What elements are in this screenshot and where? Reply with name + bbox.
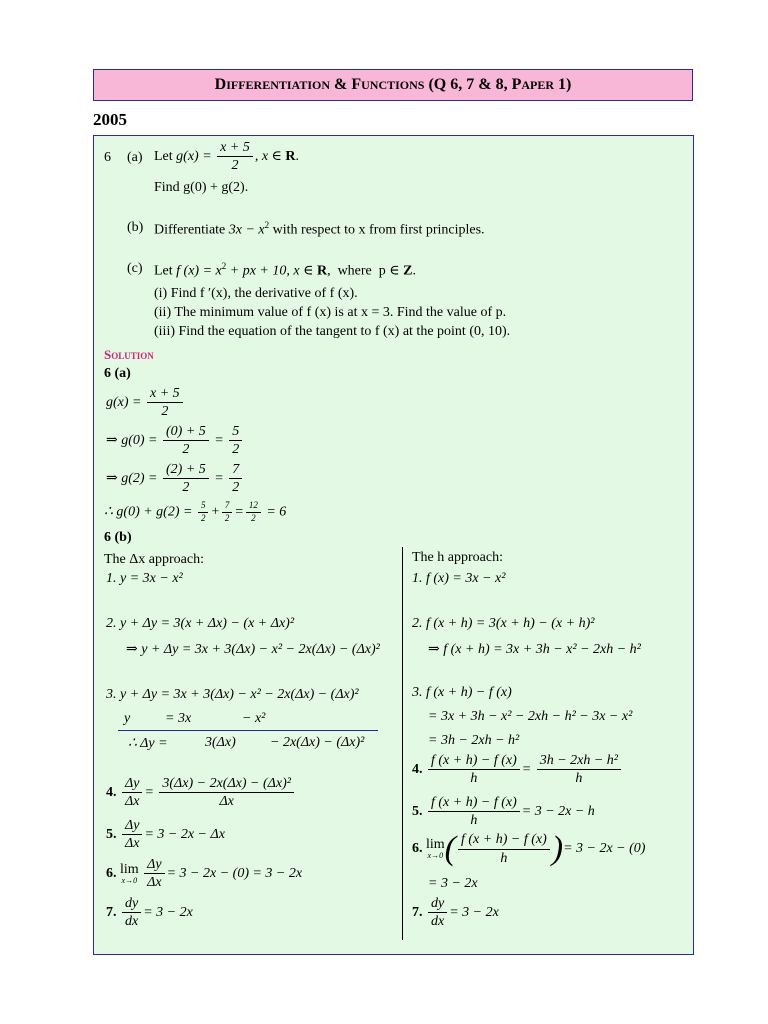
solution-a-line3 (106, 462, 244, 496)
h-step-6b: = 3 − 2x (428, 876, 478, 891)
solution-a-line4 (104, 501, 286, 524)
expression: + px + 10, x ∈ (226, 263, 317, 279)
solution-heading: Solution (104, 347, 154, 362)
fraction (222, 501, 233, 524)
title-word-differentiation: IFFERENTIATION (226, 77, 330, 92)
numerator: 5 (229, 424, 242, 441)
title-initial-f: F (351, 76, 362, 93)
numerator: Δy (122, 776, 142, 793)
fraction (458, 832, 550, 866)
part-b-label: (b) (127, 220, 144, 235)
denominator: Δx (125, 794, 140, 810)
let-text: Let (154, 149, 173, 165)
lim-subscript: x→0 (121, 875, 138, 885)
step-label: 5. (412, 804, 423, 820)
h-step-2: 2. f (x + h) = 3(x + h) − (x + h)² (412, 616, 595, 631)
rhs: = 3 − 2x (143, 905, 193, 921)
numerator: x + 5 (217, 140, 253, 157)
year-heading: 2005 (93, 110, 127, 129)
subtraction-line (118, 730, 378, 731)
denominator: h (470, 771, 478, 787)
exponent: 2 (264, 220, 270, 230)
numerator: 3(Δx) − 2x(Δx) − (Δx)² (159, 776, 294, 793)
delta-step-7 (106, 896, 193, 930)
part-a-find: Find g(0) + g(2). (154, 180, 249, 195)
denominator: 2 (232, 442, 240, 458)
fraction (122, 818, 142, 852)
equals: = (144, 785, 154, 801)
fraction (428, 753, 520, 787)
lhs: ∴ g(0) + g(2) = (104, 504, 193, 520)
h-step-1: 1. f (x) = 3x − x² (412, 571, 506, 586)
denominator: Δx (147, 875, 162, 891)
h-step-6 (412, 830, 645, 868)
integer-set: Z (403, 263, 413, 279)
question-number: 6 (104, 150, 111, 165)
delta-step-3-eq: = 3x (165, 711, 192, 726)
numerator: 7 (222, 501, 233, 513)
numerator: Δy (122, 818, 142, 835)
lhs: ⇒ g(0) = (106, 433, 158, 449)
lhs: g(x) = (106, 395, 142, 411)
lim-text: lim (120, 861, 139, 877)
denominator: h (470, 813, 478, 829)
expression: 3x − x (228, 222, 265, 238)
title-initial-d: D (214, 76, 227, 93)
step-label: 6. (412, 841, 423, 857)
period: . (295, 149, 300, 165)
part-c-iii: (iii) Find the equation of the tangent to f (x) at the point (0, 10). (154, 324, 511, 339)
fraction (159, 776, 294, 810)
numerator: dy (122, 896, 141, 913)
denominator: 2 (232, 480, 240, 496)
fraction (163, 462, 209, 496)
denominator: 2 (182, 480, 190, 496)
fraction (122, 896, 141, 930)
h-approach-heading: The h approach: (412, 550, 503, 565)
fraction (122, 776, 142, 810)
fraction (144, 857, 164, 891)
title-ampersand: & (330, 76, 352, 93)
f-of-x: f (x) = x (176, 263, 222, 279)
delta-step-5 (106, 818, 225, 852)
period: . (412, 263, 416, 279)
limit (426, 838, 445, 860)
denominator: 2 (231, 158, 239, 174)
title-question-ref: (Q 6, 7 & 8, (424, 76, 512, 93)
delta-step-4 (106, 776, 296, 810)
part-a-definition (154, 140, 299, 174)
equals: = (214, 433, 224, 449)
part-c-label: (c) (127, 261, 143, 276)
column-divider (402, 547, 403, 940)
delta-step-3-mx: − x² (242, 711, 266, 726)
lim-subscript: x→0 (427, 851, 444, 860)
denominator: dx (125, 914, 139, 930)
title-word-paper: APER (521, 77, 555, 92)
part-c-ii: (ii) The minimum value of f (x) is at x = 3. Find the value of p. (154, 305, 507, 320)
denominator: 2 (182, 442, 190, 458)
fraction (163, 424, 209, 458)
where-text: , where p ∈ (327, 263, 404, 279)
h-step-3c: = 3h − 2xh − h² (428, 733, 520, 748)
text: Differentiate (154, 222, 229, 238)
rhs: = 3 − 2x − (0) (563, 841, 646, 857)
let-text: Let (154, 263, 173, 279)
h-step-2b: ⇒ f (x + h) = 3x + 3h − x² − 2xh − h² (428, 642, 641, 657)
equals: = (234, 504, 244, 520)
h-step-7 (412, 896, 499, 930)
denominator: 2 (251, 512, 256, 523)
domain: , x ∈ (254, 149, 286, 165)
numerator: f (x + h) − f (x) (428, 795, 520, 812)
step-label: 5. (106, 827, 117, 843)
exponent: 2 (221, 261, 227, 271)
lhs: ⇒ g(2) = (106, 471, 158, 487)
part-c-i: (i) Find f ′(x), the derivative of f (x). (154, 286, 358, 301)
solution-a-line2 (106, 424, 244, 458)
numerator: 5 (198, 501, 209, 513)
delta-step-3-dy: ∴ Δy = (128, 736, 168, 751)
rhs: = 3 − 2x − (0) = 3 − 2x (166, 866, 303, 882)
equals: = (214, 471, 224, 487)
fraction (246, 501, 261, 524)
numerator: x + 5 (147, 386, 183, 403)
numerator: (2) + 5 (163, 462, 209, 479)
part-c-definition (154, 261, 416, 280)
delta-step-3-rest: − 2x(Δx) − (Δx)² (270, 735, 365, 750)
real-set: R (285, 149, 296, 165)
numerator: f (x + h) − f (x) (458, 832, 550, 849)
numerator: 7 (229, 462, 242, 479)
g-of-x: g(x) = (176, 149, 212, 165)
step-label: 7. (106, 905, 117, 921)
fraction (428, 896, 447, 930)
fraction (428, 795, 520, 829)
delta-step-2: 2. y + Δy = 3(x + Δx) − (x + Δx)² (106, 616, 295, 631)
numerator: f (x + h) − f (x) (428, 753, 520, 770)
step-label: 7. (412, 905, 423, 921)
rhs: = 3 − 2x − Δx (144, 827, 225, 843)
fraction (537, 753, 621, 787)
title-paper-number: 1) (554, 76, 572, 93)
h-step-3b: = 3x + 3h − x² − 2xh − h² − 3x − x² (428, 709, 633, 724)
delta-step-2b: ⇒ y + Δy = 3x + 3(Δx) − x² − 2x(Δx) − (Δx)² (126, 642, 380, 657)
part-a-heading: 6 (a) (104, 366, 131, 381)
step-label: 4. (106, 785, 117, 801)
fraction (217, 140, 253, 174)
denominator: Δx (219, 794, 234, 810)
denominator: Δx (125, 836, 140, 852)
step-label: 4. (412, 762, 423, 778)
rhs: = 3 − 2x − h (521, 804, 595, 820)
numerator: (0) + 5 (163, 424, 209, 441)
delta-step-1: 1. y = 3x − x² (106, 571, 183, 586)
fraction-result (229, 424, 242, 458)
h-step-3: 3. f (x + h) − f (x) (412, 685, 512, 700)
plus: + (210, 504, 220, 520)
numerator: Δy (144, 857, 164, 874)
close-paren: ) (551, 830, 564, 867)
limit (120, 863, 139, 885)
denominator: h (575, 771, 583, 787)
equals: = (521, 762, 532, 778)
delta-approach-heading: The Δx approach: (104, 552, 204, 567)
text: with respect to x from first principles. (269, 222, 485, 238)
denominator: 2 (224, 512, 230, 523)
page-title (93, 69, 693, 101)
title-word-functions: UNCTIONS (361, 77, 425, 92)
denominator: h (500, 850, 508, 866)
part-b-text (154, 220, 485, 239)
delta-step-3: 3. y + Δy = 3x + 3(Δx) − x² − 2x(Δx) − (Δx)² (106, 687, 359, 702)
fraction-result (229, 462, 242, 496)
real-set: R (316, 263, 328, 279)
title-initial-p: P (511, 76, 522, 93)
result: = 6 (266, 504, 287, 520)
fraction (198, 501, 209, 524)
h-step-5 (412, 795, 595, 829)
delta-step-6 (106, 857, 302, 891)
lim-text: lim (426, 837, 445, 852)
denominator: 2 (161, 404, 169, 420)
delta-step-3-y: y (124, 711, 131, 726)
denominator: 2 (200, 512, 206, 523)
fraction (147, 386, 183, 420)
numerator: 12 (246, 501, 261, 513)
part-a-label: (a) (127, 150, 143, 165)
delta-step-3-3dx: 3(Δx) (205, 735, 236, 750)
numerator: 3h − 2xh − h² (537, 753, 621, 770)
numerator: dy (428, 896, 447, 913)
h-step-4 (412, 753, 623, 787)
step-label: 6. (106, 866, 117, 882)
rhs: = 3 − 2x (449, 905, 499, 921)
part-b-heading: 6 (b) (104, 530, 132, 545)
denominator: dx (431, 914, 445, 930)
open-paren: ( (444, 830, 456, 867)
solution-a-line1 (106, 386, 185, 420)
